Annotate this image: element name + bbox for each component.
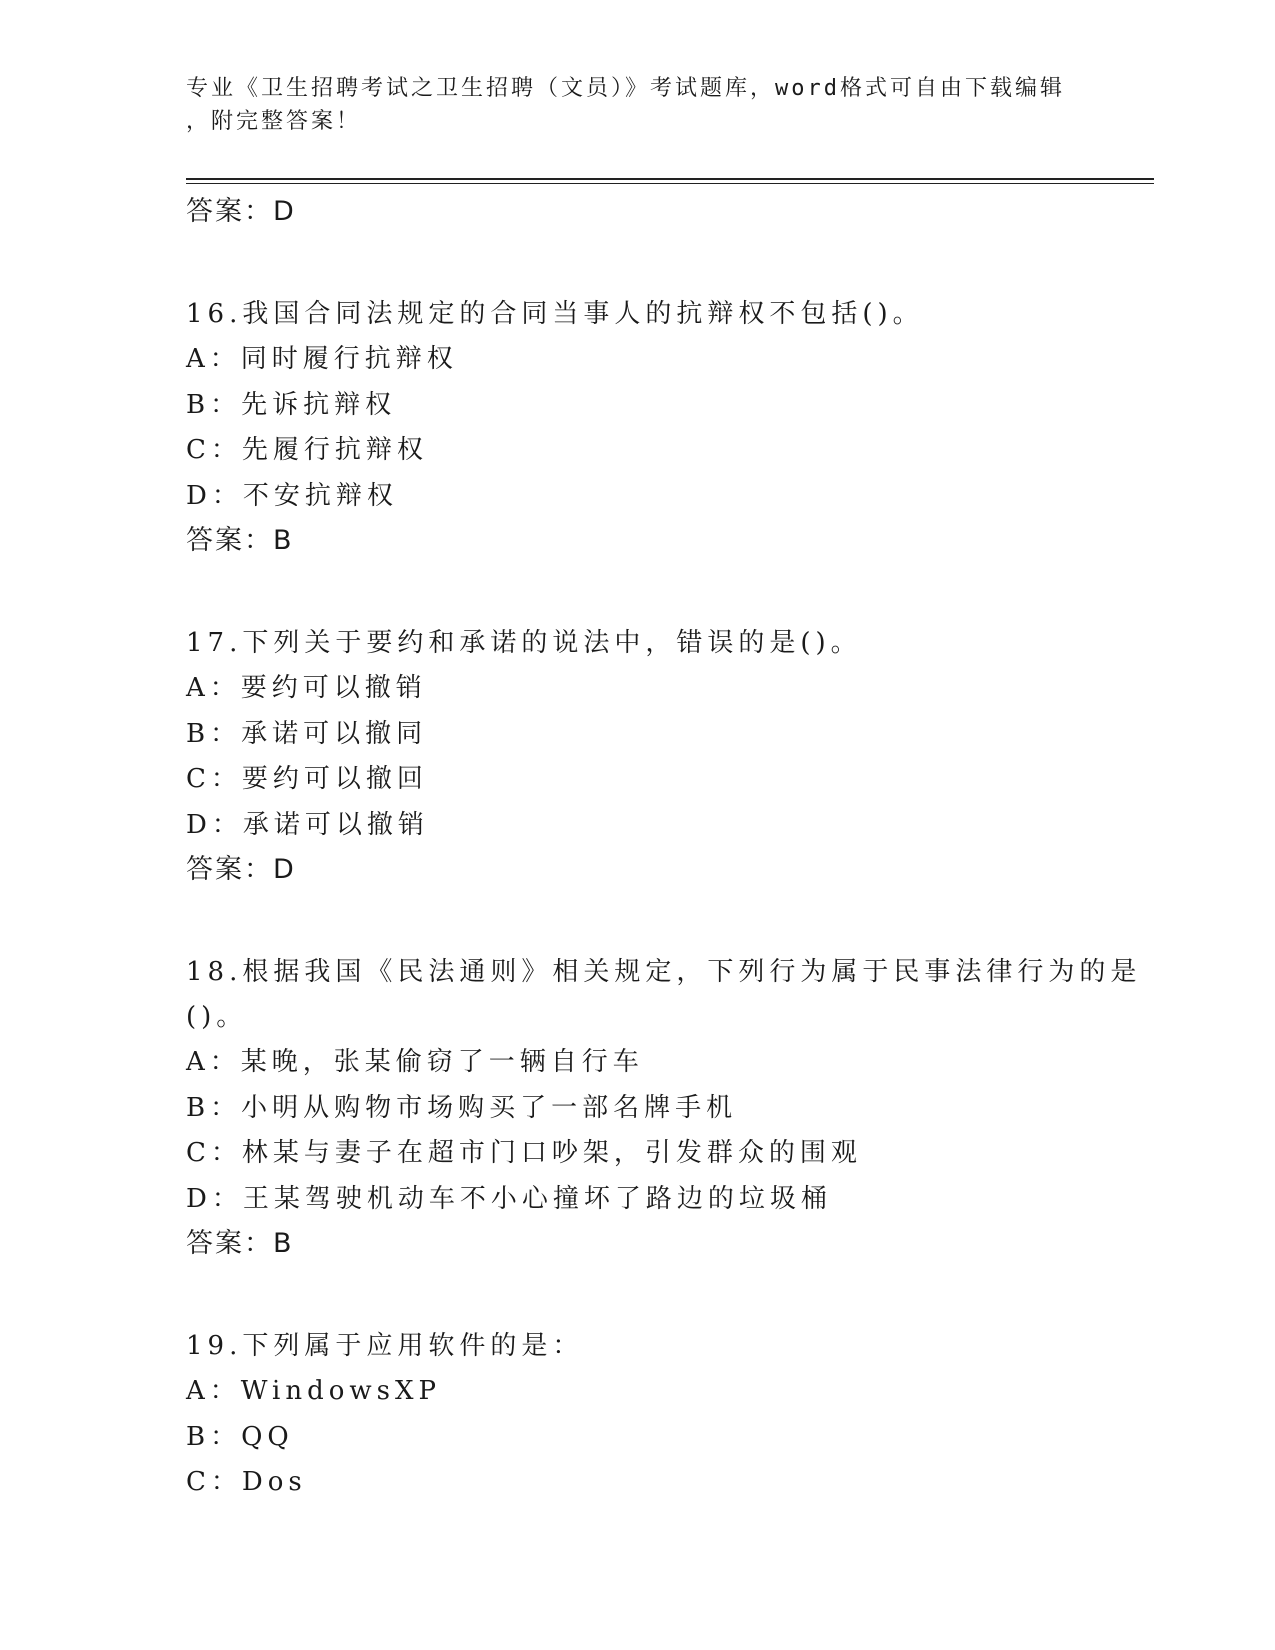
header-line-2: ，附完整答案！	[186, 109, 362, 134]
answer-17: 答案：D	[186, 854, 296, 885]
option-18-c: C：林某与妻子在超市门口吵架，引发群众的围观	[186, 1138, 862, 1168]
option-17-c: C：要约可以撤回	[186, 764, 428, 794]
question-18-text-line-1: 18.根据我国《民法通则》相关规定，下列行为属于民事法律行为的是	[186, 957, 1142, 987]
option-17-d: D：承诺可以撤销	[186, 809, 429, 840]
question-list	[186, 190, 1146, 1506]
option-19-a: A：WindowsXP	[186, 1376, 442, 1406]
option-19-c: C：Dos	[186, 1467, 307, 1497]
question-block-18	[186, 950, 1146, 1266]
option-18-a: A：某晚，张某偷窃了一辆自行车	[186, 1047, 644, 1077]
option-16-d: D：不安抗辩权	[186, 480, 398, 511]
option-19-b: B：QQ	[186, 1421, 294, 1452]
question-16-text: 16.我国合同法规定的合同当事人的抗辩权不包括()。	[186, 299, 924, 329]
question-block-17	[186, 621, 1146, 892]
option-18-d: D：王某驾驶机动车不小心撞坏了路边的垃圾桶	[186, 1183, 832, 1214]
option-16-b: B：先诉抗辩权	[186, 389, 397, 420]
spacer	[186, 892, 1146, 950]
document-header	[186, 72, 1086, 138]
option-18-b: B：小明从购物市场购买了一部名牌手机	[186, 1092, 738, 1123]
option-17-a: A：要约可以撤销	[186, 673, 427, 703]
spacer	[186, 563, 1146, 621]
question-19-text: 19.下列属于应用软件的是：	[186, 1331, 584, 1361]
header-line-1: 专业《卫生招聘考试之卫生招聘（文员）》考试题库，word格式可自由下载编辑	[186, 76, 1065, 101]
answer-15: 答案：D	[186, 196, 296, 227]
spacer	[186, 234, 1146, 292]
question-block-19	[186, 1324, 1146, 1506]
question-17-text: 17.下列关于要约和承诺的说法中，错误的是()。	[186, 628, 862, 658]
header-divider-thick	[186, 178, 1154, 180]
answer-18: 答案：B	[186, 1228, 294, 1259]
question-18-text-line-2: ()。	[186, 1002, 248, 1032]
question-block-16	[186, 292, 1146, 563]
option-16-c: C：先履行抗辩权	[186, 435, 428, 465]
spacer	[186, 1266, 1146, 1324]
option-17-b: B：承诺可以撤同	[186, 718, 428, 749]
header-divider-thin	[186, 183, 1154, 184]
option-16-a: A：同时履行抗辩权	[186, 344, 458, 374]
answer-16: 答案：B	[186, 525, 294, 556]
